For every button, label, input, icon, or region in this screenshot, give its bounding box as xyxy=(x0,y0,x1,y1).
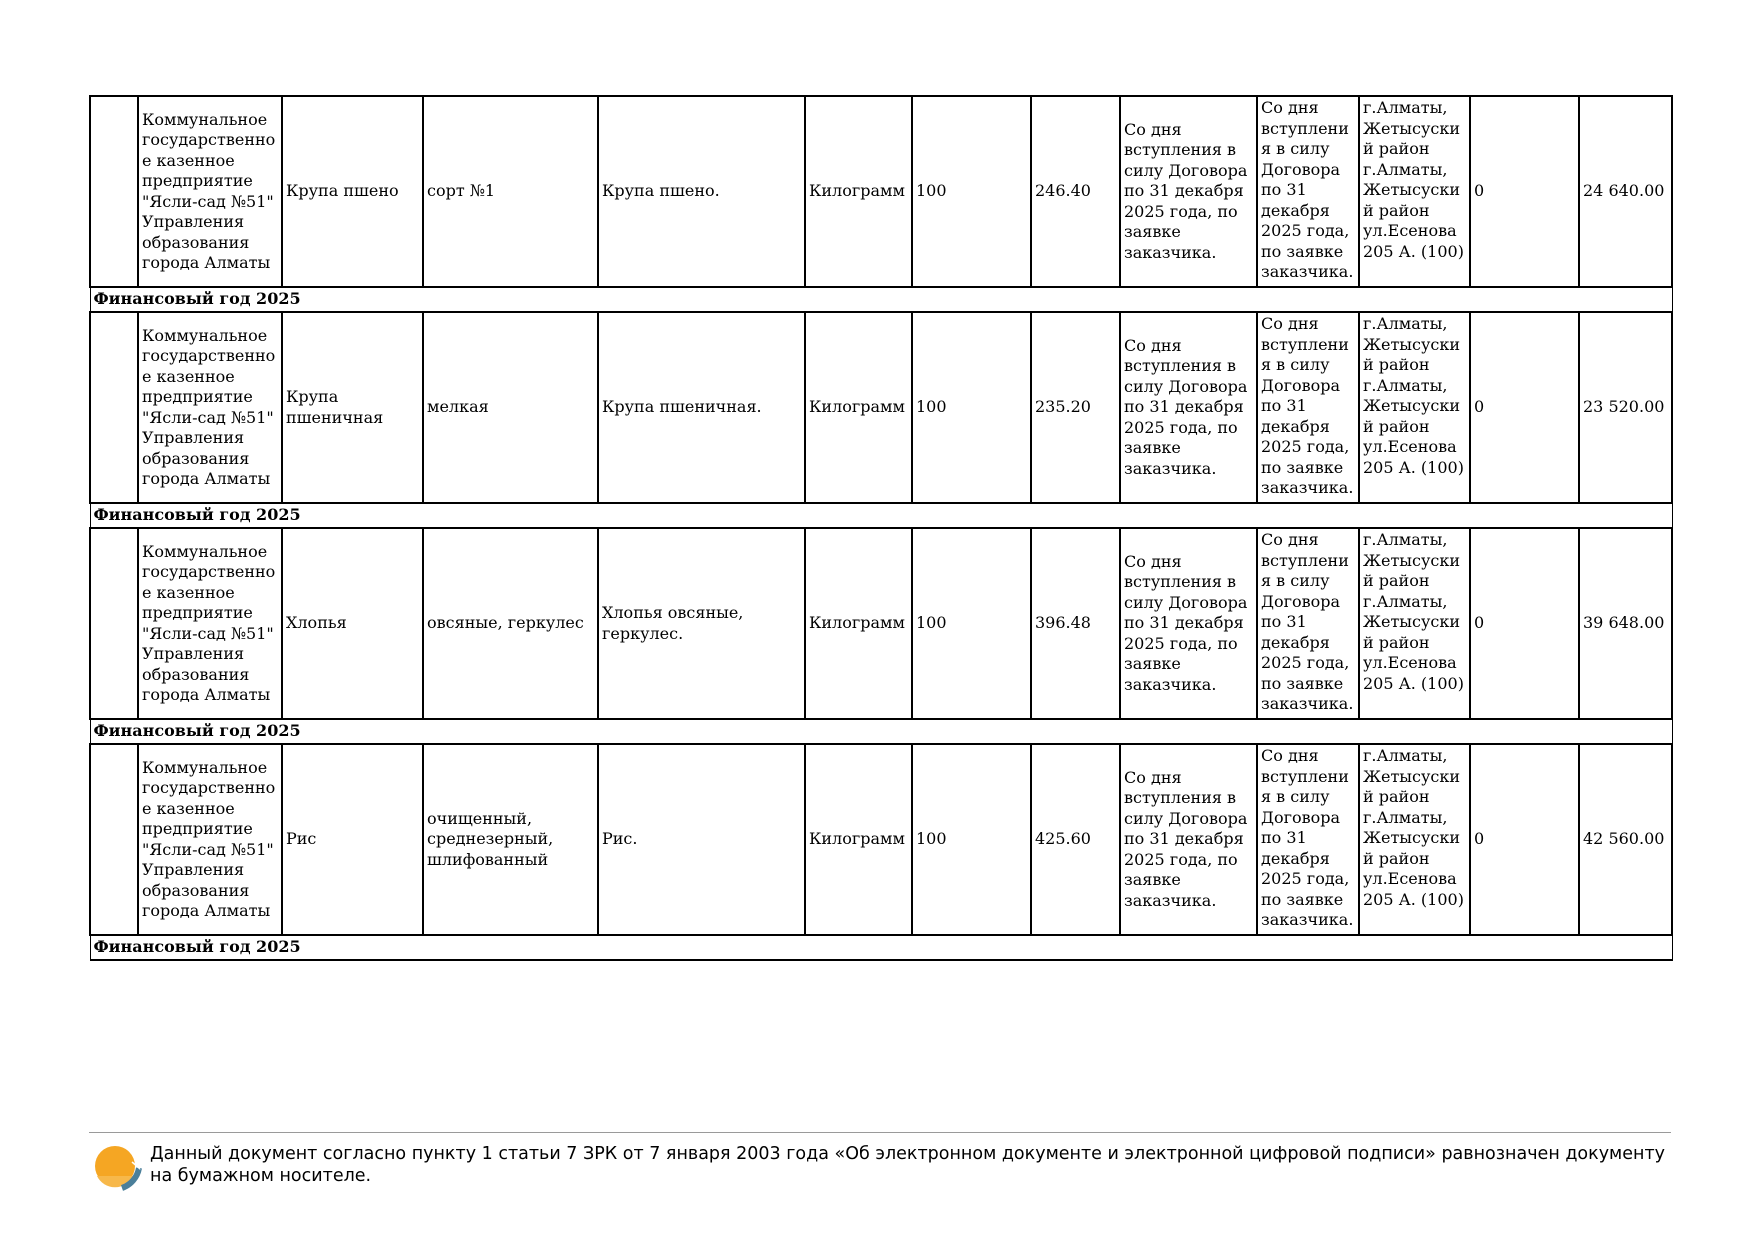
advance-cell: 0 xyxy=(1470,312,1579,503)
description-cell: Хлопья овсяные, геркулес. xyxy=(598,528,805,719)
amount-cell: 23 520.00 xyxy=(1579,312,1672,503)
fiscal-year-label: Финансовый год 2025 xyxy=(90,503,1672,528)
row-number-cell xyxy=(90,312,138,503)
customer-cell: Коммунальное государственное казенное предприятие "Ясли-сад №51" Управления образования города Алматы xyxy=(138,744,282,935)
delivery-place-cell: г.Алматы, Жетысуский район г.Алматы, Жетысуский район ул.Есенова 205 А. (100) xyxy=(1359,312,1470,503)
unit-cell: Килограмм xyxy=(805,744,912,935)
delivery-place-cell: г.Алматы, Жетысуский район г.Алматы, Жетысуский район ул.Есенова 205 А. (100) xyxy=(1359,744,1470,935)
description-cell: Крупа пшено. xyxy=(598,96,805,287)
delivery-place-cell: г.Алматы, Жетысуский район г.Алматы, Жетысуский район ул.Есенова 205 А. (100) xyxy=(1359,96,1470,287)
fiscal-year-row xyxy=(90,503,1672,528)
customer-cell: Коммунальное государственное казенное предприятие "Ясли-сад №51" Управления образования города Алматы xyxy=(138,312,282,503)
product-name-cell: Рис xyxy=(282,744,423,935)
fiscal-year-row xyxy=(90,719,1672,744)
customer-cell: Коммунальное государственное казенное предприятие "Ясли-сад №51" Управления образования города Алматы xyxy=(138,96,282,287)
delivery-term-cell-2: Со дня вступления в силу Договора по 31 декабря 2025 года, по заявке заказчика. xyxy=(1257,528,1359,719)
delivery-place-cell: г.Алматы, Жетысуский район г.Алматы, Жетысуский район ул.Есенова 205 А. (100) xyxy=(1359,528,1470,719)
amount-cell: 42 560.00 xyxy=(1579,744,1672,935)
amount-cell: 39 648.00 xyxy=(1579,528,1672,719)
product-name-cell: Крупа пшеничная xyxy=(282,312,423,503)
amount-cell: 24 640.00 xyxy=(1579,96,1672,287)
unit-cell: Килограмм xyxy=(805,528,912,719)
description-cell: Рис. xyxy=(598,744,805,935)
description-cell: Крупа пшеничная. xyxy=(598,312,805,503)
legal-notice: Данный документ согласно пункту 1 статьи 7 ЗРК от 7 января 2003 года «Об электронном документе и электронной цифровой подписи» равнозначен документу на бумажном носителе. xyxy=(150,1144,1666,1186)
quantity-cell: 100 xyxy=(912,744,1031,935)
specification-cell: овсяные, геркулес xyxy=(423,528,598,719)
product-name-cell: Крупа пшено xyxy=(282,96,423,287)
fiscal-year-label: Финансовый год 2025 xyxy=(90,935,1672,960)
quantity-cell: 100 xyxy=(912,312,1031,503)
table-row xyxy=(90,312,1672,503)
quantity-cell: 100 xyxy=(912,528,1031,719)
specification-cell: мелкая xyxy=(423,312,598,503)
customer-cell: Коммунальное государственное казенное предприятие "Ясли-сад №51" Управления образования города Алматы xyxy=(138,528,282,719)
product-name-cell: Хлопья xyxy=(282,528,423,719)
row-number-cell xyxy=(90,528,138,719)
delivery-term-cell: Со дня вступления в силу Договора по 31 декабря 2025 года, по заявке заказчика. xyxy=(1120,312,1257,503)
specification-cell: сорт №1 xyxy=(423,96,598,287)
delivery-term-cell-2: Со дня вступления в силу Договора по 31 декабря 2025 года, по заявке заказчика. xyxy=(1257,744,1359,935)
row-number-cell xyxy=(90,96,138,287)
delivery-term-cell: Со дня вступления в силу Договора по 31 декабря 2025 года, по заявке заказчика. xyxy=(1120,528,1257,719)
advance-cell: 0 xyxy=(1470,744,1579,935)
price-cell: 235.20 xyxy=(1031,312,1120,503)
advance-cell: 0 xyxy=(1470,528,1579,719)
procurement-table xyxy=(89,95,1673,961)
table-row xyxy=(90,528,1672,719)
footer xyxy=(89,1132,1671,1194)
price-cell: 246.40 xyxy=(1031,96,1120,287)
table-row xyxy=(90,96,1672,287)
unit-cell: Килограмм xyxy=(805,312,912,503)
fiscal-year-label: Финансовый год 2025 xyxy=(90,719,1672,744)
egov-sun-logo-icon xyxy=(92,1144,142,1194)
unit-cell: Килограмм xyxy=(805,96,912,287)
delivery-term-cell-2: Со дня вступления в силу Договора по 31 декабря 2025 года, по заявке заказчика. xyxy=(1257,312,1359,503)
fiscal-year-row xyxy=(90,935,1672,960)
table-body xyxy=(90,96,1672,960)
row-number-cell xyxy=(90,744,138,935)
delivery-term-cell: Со дня вступления в силу Договора по 31 декабря 2025 года, по заявке заказчика. xyxy=(1120,96,1257,287)
quantity-cell: 100 xyxy=(912,96,1031,287)
price-cell: 396.48 xyxy=(1031,528,1120,719)
advance-cell: 0 xyxy=(1470,96,1579,287)
specification-cell: очищенный, среднезерный, шлифованный xyxy=(423,744,598,935)
price-cell: 425.60 xyxy=(1031,744,1120,935)
delivery-term-cell: Со дня вступления в силу Договора по 31 декабря 2025 года, по заявке заказчика. xyxy=(1120,744,1257,935)
table-row xyxy=(90,744,1672,935)
fiscal-year-label: Финансовый год 2025 xyxy=(90,287,1672,312)
delivery-term-cell-2: Со дня вступления в силу Договора по 31 декабря 2025 года, по заявке заказчика. xyxy=(1257,96,1359,287)
fiscal-year-row xyxy=(90,287,1672,312)
